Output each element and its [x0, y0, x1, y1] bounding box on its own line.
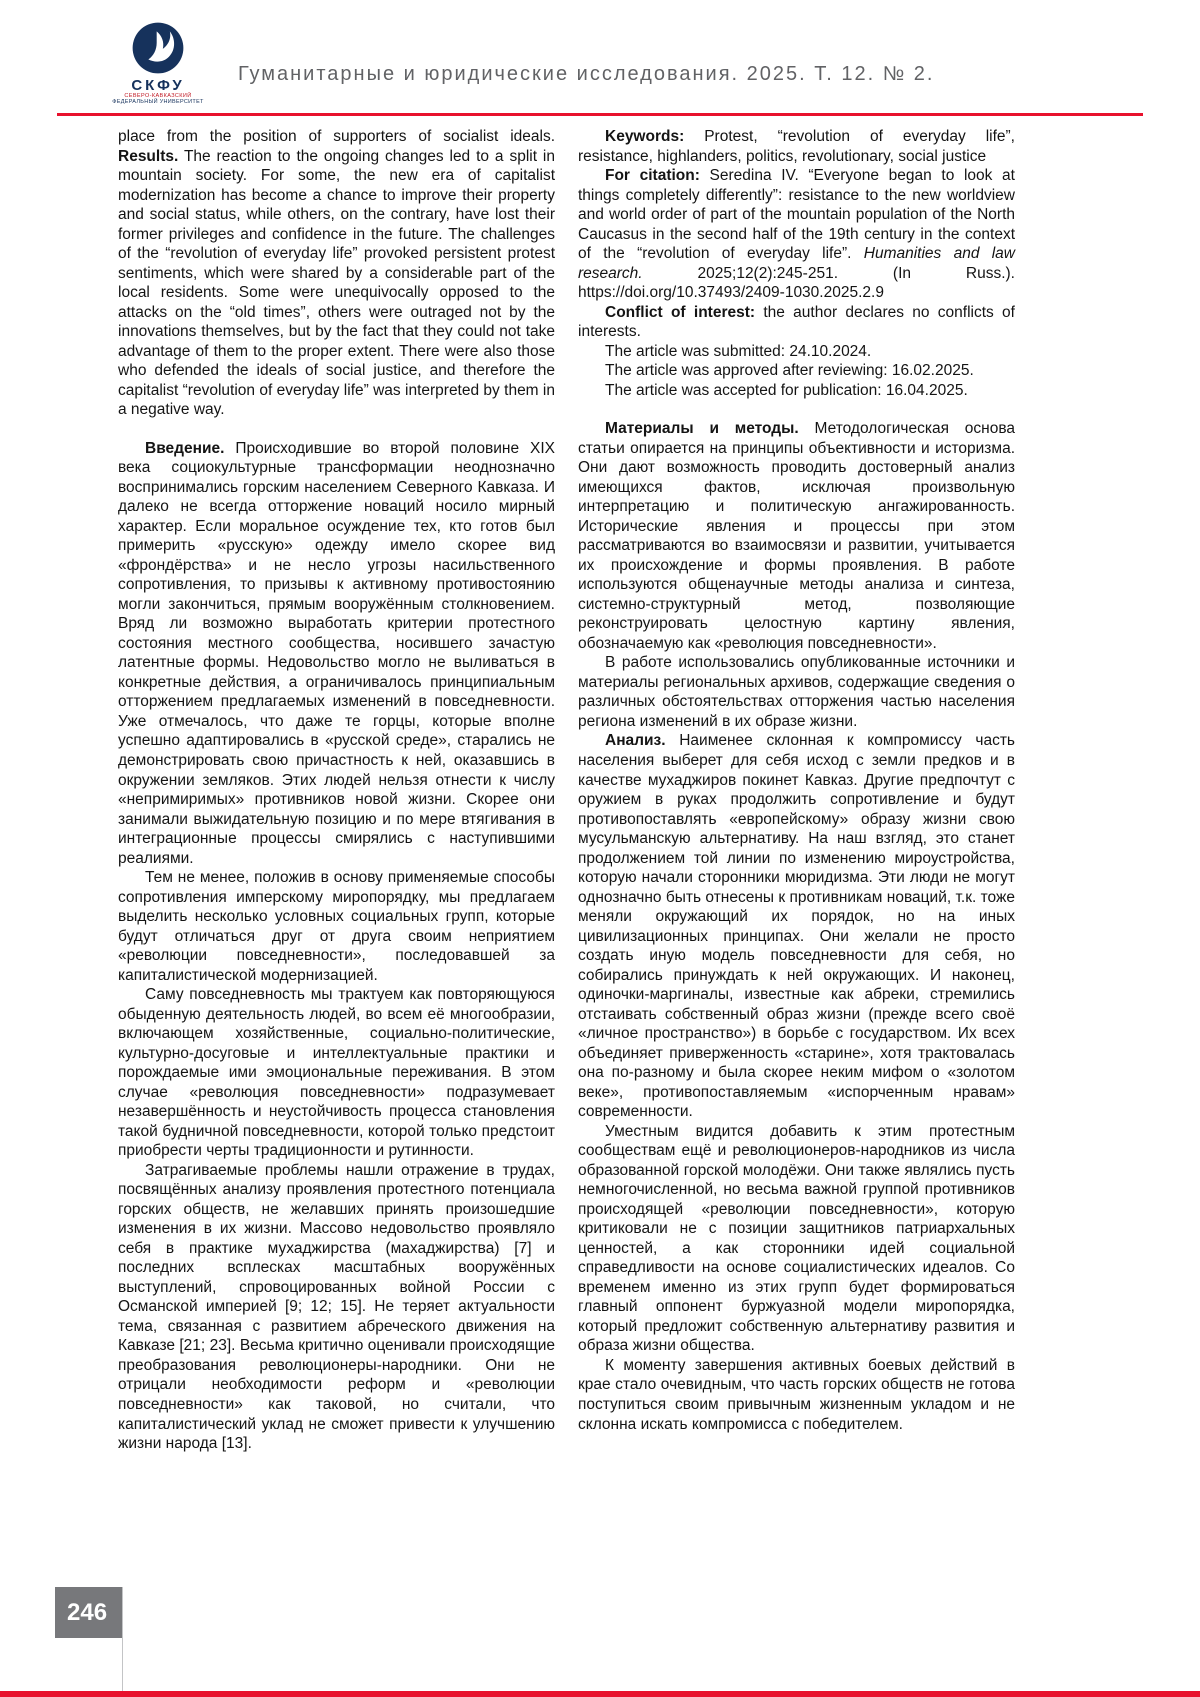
- text-run: Методологическая основа статьи опирается на принципы объективности и историзма. Они дают возможность проводить достоверный анализ имеющихся фактов, исключая произвольную интерпретацию и политическую ангажированность. Исторические явления и процессы при этом рассматриваются во взаимосвязи и развитии, учитывается их происхождение и формы проявления. В работе используются общенаучные методы анализа и синтеза, системно-структурный метод, позволяющие реконструировать целостную картину явления, обозначаемую как «революция повседневности».: [578, 420, 1015, 652]
- logo-acronym: СКФУ: [131, 77, 185, 94]
- paragraph-keywords: [578, 127, 1015, 166]
- footer-divider-line: [122, 1587, 123, 1691]
- paragraph-social-groups: [118, 868, 555, 985]
- paragraph-introduction: [118, 439, 555, 868]
- text-run: Наименее склонная к компромиссу часть населения выберет для себя исход с земли предков и в качестве мухаджиров покинет Кавказ. Другие предпочтут с оружием в руках продолжить сопротивление и будут противопоставлять «европейскому» образу жизни свою мусульманскую альтернативу. На наш взгляд, это станет продолжением той линии по изменению мироустройства, которую начали сторонники мюридизма. Эти люди не могут однозначно быть отнесены к противникам новаций, т.к. тоже меняли окружающий их порядок, но на иных цивилизационных принципах. Они желали не просто создать иную модель повседневности для себя, но собирались принуждать к ней окружающих. И наконец, одиночки-маргиналы, известные как абреки, стремились отстаивать собственный образ жизни (прежде всего своё «личное пространство») в борьбе с государством. Их всех объединяет приверженность «старине», хотя трактовалась она по-разному и была скорее неким мифом о «золотом веке», противопоставляемым «испорченным нравам» современности.: [578, 732, 1015, 1121]
- page-number-box: [55, 1587, 122, 1638]
- paragraph-analysis: [578, 731, 1015, 1121]
- text-run: The article was approved after reviewing: 16.02.2025.: [605, 362, 974, 380]
- paragraph-narodniki: [578, 1122, 1015, 1356]
- left-column: [118, 127, 555, 1454]
- text-run: The article was accepted for publication: 16.04.2025.: [605, 381, 968, 399]
- paragraph-results-en: [118, 127, 555, 420]
- bold-run: For citation:: [605, 167, 700, 185]
- bold-run: Материалы и методы.: [605, 420, 799, 438]
- text-run: Саму повседневность мы трактуем как повторяющуюся обыденную деятельность людей, во всем её многообразии, включающем хозяйственные, социально-политические, культурно-досуговые и интеллектуальные практики и порождаемые ими эмоциональные переживания. В этом случае «революция повседневности» подразумевает незавершённость и неустойчивость процесса становления такой будничной повседневности, которой только предстоит приобрести черты традиционности и рутинности.: [118, 986, 555, 1160]
- text-run: 2025;12(2):245-251. (In Russ.). https://doi.org/10.37493/2409-1030.2025.2.9: [578, 264, 1015, 302]
- paragraph-historiography: [118, 1161, 555, 1454]
- italic-run: Humanities and law research.: [578, 245, 1015, 282]
- text-run: Происходившие во второй половине XIX века социокультурные трансформации неоднозначно воспринимались горским населением Северного Кавказа. И далеко не всегда отторжение новаций носило мирный характер. Если моральное осуждение тех, кто готов был примерить «русскую» одежду имело скорее вид «фрондёрства» и не несло угрозы насильственного сопротивления, то призывы к активному противостоянию могли закончиться, прямым вооружённым столкновением. Вряд ли возможно выработать критерии протестного состояния местного сообщества, носившего зачастую латентные формы. Недовольство могло не выливаться в конкретные действия, а ограничивалось принципиальным отторжением предлагаемых изменений в повседневности. Уже отмечалось, что даже те горцы, которые вполне успешно адаптировались в «русской среде», старались не демонстрировать свою причастность к ней, оказавшись в окружении земляков. Этих людей нельзя отнести к числу «непримиримых» противников новой жизни. Скорее они занимали выжидательную позицию и по мере втягивания в интеграционные процессы смирялись с наступившими реалиями.: [118, 439, 555, 867]
- journal-title: Гуманитарные и юридические исследования. 2025. Т. 12. № 2.: [238, 63, 935, 85]
- text-run: Затрагиваемые проблемы нашли отражение в трудах, посвящённых анализу проявления протестного потенциала горских обществ, не желавших принять произошедшие изменения в их жизни. Массово недовольство проявляло себя в практике мухаджирства (махаджирства) [7] и последних всплесках масштабных вооружённых выступлений, спровоцированных войной России с Османской империей [9; 12; 15]. Не теряет актуальности тема, связанная с развитием абреческого движения на Кавказе [21; 23]. Весьма критично оценивали происходящие преобразования революционеры-народники. Они не отрицали необходимости реформ и «революции повседневности» как таковой, но считали, что капиталистический уклад не сможет привести к улучшению жизни народа [13].: [118, 1161, 555, 1453]
- text-run: Уместным видится добавить к этим протестным сообществам ещё и революционеров-народников из числа образованной горской молодёжи. Они также являлись пусть немногочисленной, но весьма важной группой противников происходящей «революции повседневности», которую критиковали не с позиции защитников патриархальных ценностей, а как сторонники идей социальной справедливости на основе социалистических идеалов. Со временем именно из этих групп будет формироваться главный оппонент буржуазной модели миропорядка, который предложит собственную альтернативу развития и образа жизни общества.: [578, 1122, 1015, 1355]
- bold-run: Анализ.: [605, 732, 666, 750]
- text-run: Protest, “revolution of everyday life”, resistance, highlanders, politics, revolutionary, social justice: [578, 128, 1015, 165]
- paragraph-accepted-date: [578, 381, 1015, 401]
- bold-run: Conflict of interest:: [605, 303, 756, 321]
- bold-run: Keywords:: [605, 128, 685, 145]
- paragraph-everyday-life-definition: [118, 985, 555, 1161]
- page-number: 246: [67, 1598, 108, 1626]
- paragraph-sources: [578, 653, 1015, 731]
- swan-emblem-icon: [130, 20, 186, 76]
- text-run: К моменту завершения активных боевых действий в крае стало очевидным, что часть горских обществ не готова поступиться своим привычным жизненным укладом и не склонна искать компромисса с победителем.: [578, 1356, 1015, 1433]
- header-rule: [57, 113, 1143, 116]
- paragraph-materials-methods: [578, 419, 1015, 653]
- logo-subtitle-line1: СЕВЕРО-КАВКАЗСКИЙ: [124, 92, 192, 99]
- logo-subtitle-line2: ФЕДЕРАЛЬНЫЙ УНИВЕРСИТЕТ: [112, 98, 204, 105]
- paragraph-submitted-date: [578, 342, 1015, 362]
- right-column: [578, 127, 1015, 1454]
- bold-run: Results.: [118, 147, 179, 165]
- paragraph-for-citation: [578, 166, 1015, 303]
- paragraph-approved-date: [578, 361, 1015, 381]
- text-run: В работе использовались опубликованные источники и материалы региональных архивов, содержащие сведения о различных обстоятельствах отторжения частью населения региона изменений в их образе жизни.: [578, 654, 1015, 730]
- paragraph-conflict-of-interest: [578, 303, 1015, 342]
- paragraph-conclusion-lead: [578, 1356, 1015, 1434]
- footer-rule: [0, 1691, 1200, 1697]
- text-run: Тем не менее, положив в основу применяемые способы сопротивления имперскому миропорядку, мы предлагаем выделить несколько условных социальных групп, которые будут отличаться друг от друга своим неприятием «революции повседневности», последовавшей за капиталистической модернизацией.: [118, 869, 555, 984]
- article-body: [118, 127, 1015, 1454]
- text-run: The reaction to the ongoing changes led to a split in mountain society. For some, the new era of capitalist modernization has become a chance to improve their property and social status, while others, on the contrary, have lost their former privileges and confidence in the future. The challenges of the “revolution of everyday life” provoked persistent protest sentiments, which were shared by a considerable part of the local residents. Some were unequivocally opposed to the attacks on the “old times”, others were outraged not by the innovations themselves, but by the fact that they could not take advantage of them to the proper extent. There were also those who defended the ideals of social justice, and therefore the capitalist “revolution of everyday life” was interpreted by them in a negative way.: [118, 147, 555, 419]
- text-run: Seredina IV. “Everyone began to look at things completely differently”: resistance to the new worldview and world order of part of the mountain population of the North Caucasus in the second half of the 19th century in the context of the “revolution of everyday life”.: [578, 167, 1015, 263]
- text-run: the author declares no conflicts of interests.: [578, 303, 1015, 341]
- text-run: The article was submitted: 24.10.2024.: [605, 342, 872, 360]
- university-logo: [112, 20, 204, 105]
- bold-run: Введение.: [145, 439, 225, 457]
- text-run: place from the position of supporters of socialist ideals.: [118, 128, 555, 145]
